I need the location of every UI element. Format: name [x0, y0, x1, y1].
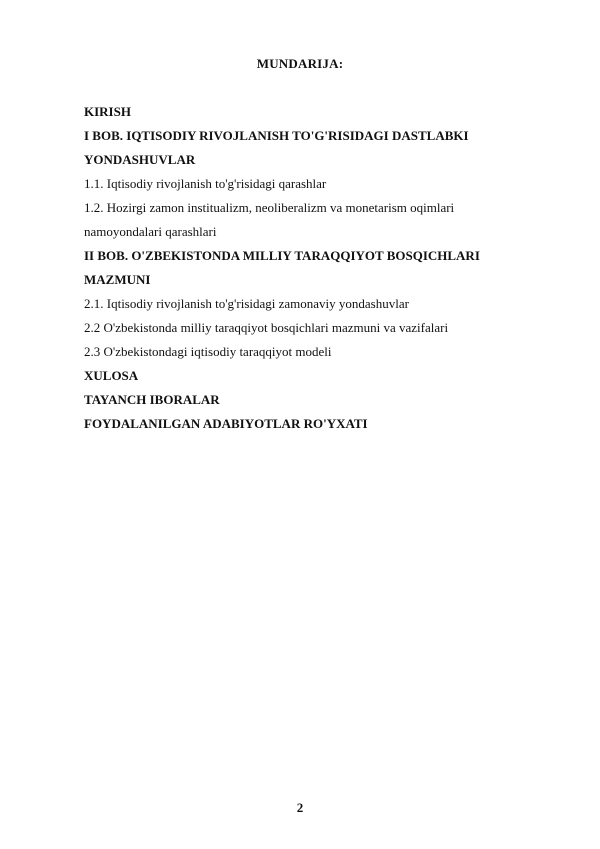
toc-entry-chapter-1-line-2: YONDASHUVLAR: [84, 152, 196, 167]
toc-entry-xulosa: XULOSA: [84, 368, 139, 383]
toc-entry-chapter-2-line-1: II BOB. O'ZBEKISTONDA MILLIY TARAQQIYOT BOSQICHLARI: [84, 248, 480, 263]
toc-entry-kirish: KIRISH: [84, 104, 131, 119]
toc-entry-tayanch-iboralar: TAYANCH IBORALAR: [84, 392, 220, 407]
toc-title: MUNDARIJA:: [256, 56, 344, 71]
toc-entry-section-2-1: 2.1. Iqtisodiy rivojlanish to'g'risidagi zamonaviy yondashuvlar: [84, 296, 409, 311]
toc-entry-section-2-3: 2.3 O'zbekistondagi iqtisodiy taraqqiyot modeli: [84, 344, 332, 359]
page-number: 2: [296, 800, 304, 815]
toc-entry-chapter-1-line-1: I BOB. IQTISODIY RIVOJLANISH TO'G'RISIDAGI DASTLABKI: [84, 128, 469, 143]
toc-entry-adabiyotlar: FOYDALANILGAN ADABIYOTLAR RO'YXATI: [84, 416, 368, 431]
toc-entry-section-1-1: 1.1. Iqtisodiy rivojlanish to'g'risidagi qarashlar: [84, 176, 327, 191]
toc-entry-chapter-2-line-2: MAZMUNI: [84, 272, 151, 287]
toc-entry-section-1-2-line-1: 1.2. Hozirgi zamon institualizm, neoliberalizm va monetarism oqimlari: [84, 200, 455, 215]
toc-entry-section-2-2: 2.2 O'zbekistonda milliy taraqqiyot bosqichlari mazmuni va vazifalari: [84, 320, 449, 335]
table-of-contents: [84, 100, 534, 436]
toc-entry-section-1-2-line-2: namoyondalari qarashlari: [84, 224, 217, 239]
